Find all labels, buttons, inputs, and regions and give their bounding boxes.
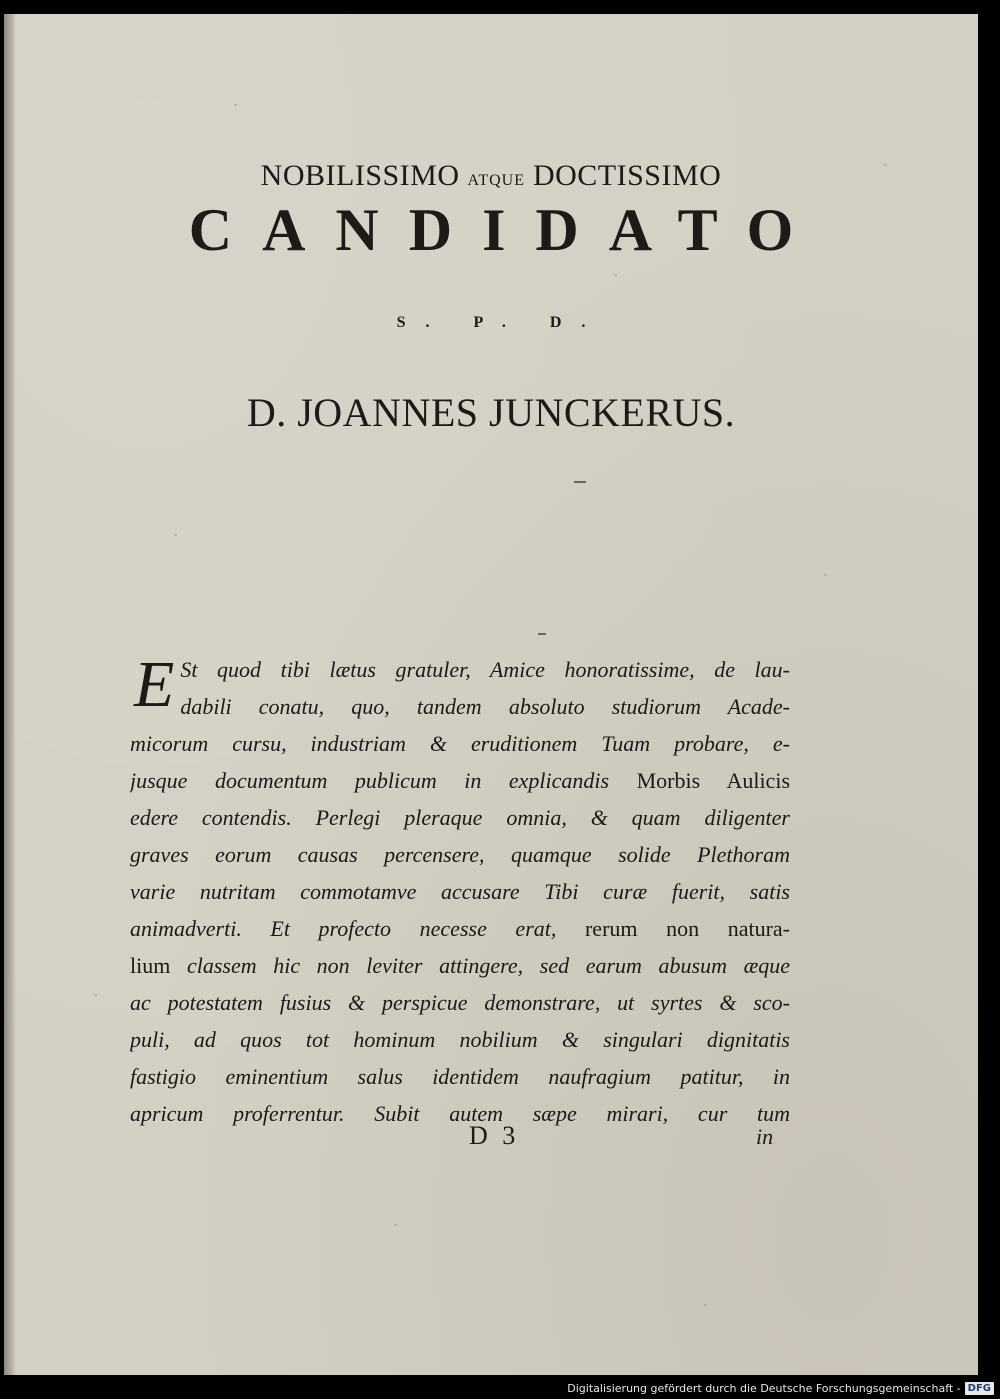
paper-fleck	[394, 1224, 397, 1226]
text-rerum-non-natura: rerum non natura-	[584, 916, 790, 941]
paper-fleck	[704, 1304, 707, 1306]
digitization-footer	[567, 1379, 994, 1397]
dedication-candidato: CANDIDATO	[188, 197, 824, 263]
word-doctissimo: DOCTISSIMO	[532, 159, 722, 192]
text-line-4-italic: jusque documentum publicum in explicandis	[130, 768, 610, 793]
word-atque: ATQUE	[467, 172, 525, 189]
text-line-5: edere contendis. Perlegi pleraque omnia, & quam diligenter	[130, 805, 790, 830]
word-nobilissimo: NOBILISSIMO	[260, 159, 460, 192]
text-line-11: puli, ad quos tot hominum nobilium & singulari dignitatis	[130, 1027, 790, 1052]
ornament-dash	[574, 481, 586, 483]
ornament-dash	[538, 633, 546, 635]
book-page	[4, 14, 978, 1375]
text-morbis-aulicis: Morbis Aulicis	[636, 768, 790, 793]
text-line-8-italic: animadverti. Et profecto necesse erat,	[130, 916, 557, 941]
body-paragraph	[130, 651, 790, 1132]
text-line-8	[130, 910, 790, 947]
opening-with-initial	[130, 651, 790, 725]
text-line-13: apricum proferrentur. Subit autem sæpe mirari, cur tum	[130, 1101, 790, 1126]
paper-fleck	[94, 994, 97, 996]
text-line-4	[130, 762, 790, 799]
dedication-spd: S. P. D.	[396, 314, 606, 331]
text-lium: lium	[130, 953, 171, 978]
text-line-3: micorum cursu, industriam & eruditionem Tuam probare, e-	[130, 731, 790, 756]
text-line-10: ac potestatem fusius & perspicue demonstrare, ut syrtes & sco-	[130, 990, 790, 1015]
text-line-6: graves eorum causas percensere, quamque solide Plethoram	[130, 842, 790, 867]
dedication-line-1	[4, 159, 978, 193]
dfg-logo-icon: DFG	[965, 1382, 994, 1395]
catchword: in	[756, 1124, 774, 1149]
text-line-2: dabili conatu, quo, tandem absoluto studiorum Acade-	[180, 694, 790, 719]
paper-fleck	[614, 274, 617, 276]
footer-credit-text: Digitalisierung gefördert durch die Deutsche Forschungsgemeinschaft -	[567, 1381, 961, 1395]
drop-initial: E	[134, 651, 175, 721]
paper-fleck	[174, 534, 177, 536]
text-line-9	[130, 947, 790, 984]
dedication-author: D. JOANNES JUNCKERUS.	[246, 390, 736, 435]
text-line-12: fastigio eminentium salus identidem naufragium patitur, in	[130, 1064, 790, 1089]
text-line-9-italic: classem hic non leviter attingere, sed earum abusum æque	[186, 953, 790, 978]
page-signature: D 3	[469, 1121, 520, 1150]
paper-fleck	[234, 104, 237, 106]
text-line-7: varie nutritam commotamve accusare Tibi curæ fuerit, satis	[130, 879, 790, 904]
paper-fleck	[824, 574, 827, 576]
text-line-1: St quod tibi lætus gratuler, Amice honoratissime, de lau-	[180, 657, 790, 682]
